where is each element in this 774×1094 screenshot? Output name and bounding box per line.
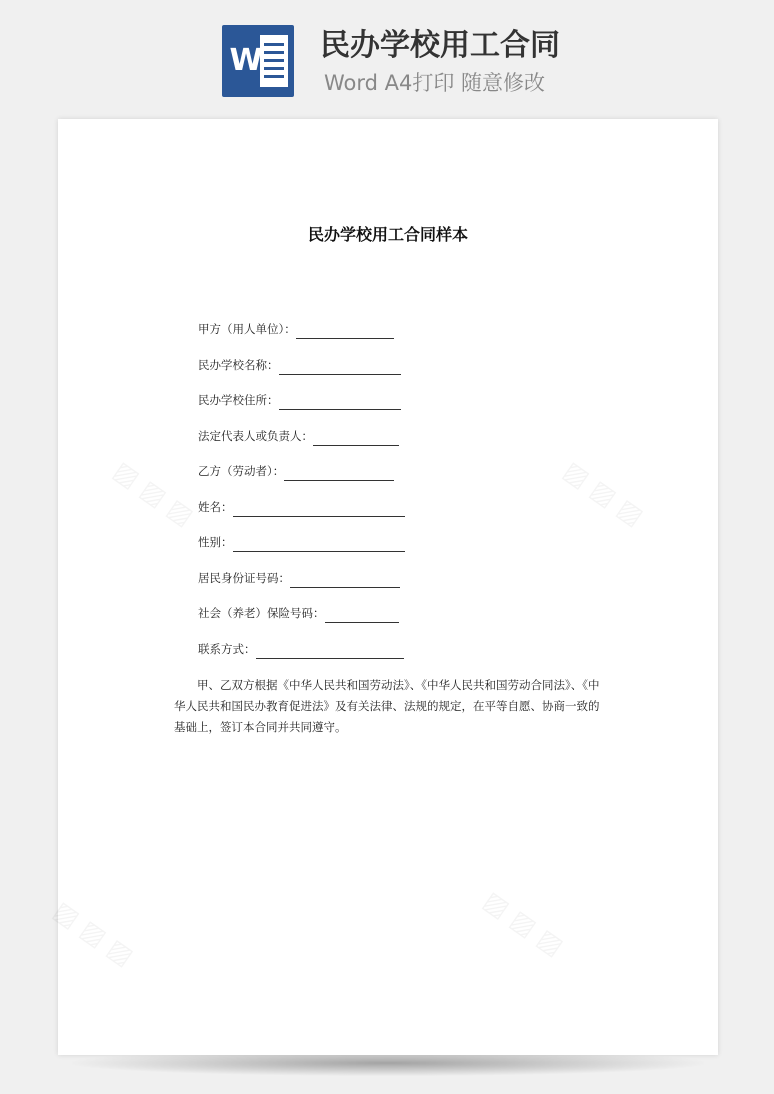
document-title: 民办学校用工合同样本 xyxy=(307,225,468,244)
header-subtitle: Word A4打印 随意修改 xyxy=(324,71,546,95)
blank-line[interactable] xyxy=(256,643,404,659)
paragraph-text: 甲、乙双方根据《中华人民共和国劳动法》、《中华人民共和国劳动合同法》、《中华人民共和国民办教育促进法》及有关法律、法规的规定，在平等自愿、协商一致的基础上，签订本合同并共同遵守。 xyxy=(174,678,600,734)
word-icon-letter: W xyxy=(229,43,263,78)
watermark xyxy=(48,896,139,972)
field-label: 乙方（劳动者）： xyxy=(198,464,285,478)
field-gender xyxy=(198,532,405,552)
field-label: 联系方式： xyxy=(198,642,256,656)
blank-line[interactable] xyxy=(279,359,401,375)
watermark xyxy=(478,886,569,962)
watermark xyxy=(558,456,649,532)
blank-line[interactable] xyxy=(233,501,405,517)
field-label: 性别： xyxy=(198,535,233,549)
field-label: 民办学校名称： xyxy=(198,358,279,372)
document-page xyxy=(58,119,718,1055)
word-icon xyxy=(222,25,294,97)
field-party-b xyxy=(198,461,394,481)
field-label: 民办学校住所： xyxy=(198,393,279,407)
blank-line[interactable] xyxy=(290,572,400,588)
field-legal-representative xyxy=(198,426,399,446)
field-school-address xyxy=(198,390,401,410)
field-label: 法定代表人或负责人： xyxy=(198,429,313,443)
field-school-name xyxy=(198,355,401,375)
blank-line[interactable] xyxy=(313,430,399,446)
field-id-number xyxy=(198,568,400,588)
field-name xyxy=(198,497,405,517)
field-party-a xyxy=(198,319,394,339)
field-insurance-number xyxy=(198,603,399,623)
field-contact xyxy=(198,639,404,659)
watermark xyxy=(108,456,199,532)
blank-line[interactable] xyxy=(325,607,399,623)
field-label: 社会（养老）保险号码： xyxy=(198,606,325,620)
blank-line[interactable] xyxy=(284,465,394,481)
contract-paragraph xyxy=(174,675,604,738)
header-title: 民办学校用工合同 xyxy=(320,28,560,63)
blank-line[interactable] xyxy=(296,323,394,339)
blank-line[interactable] xyxy=(279,394,401,410)
header xyxy=(0,0,774,110)
word-icon-paper xyxy=(260,35,288,87)
blank-line[interactable] xyxy=(233,536,405,552)
field-label: 姓名： xyxy=(198,500,233,514)
field-label: 甲方（用人单位）： xyxy=(198,322,296,336)
field-label: 居民身份证号码： xyxy=(198,571,290,585)
